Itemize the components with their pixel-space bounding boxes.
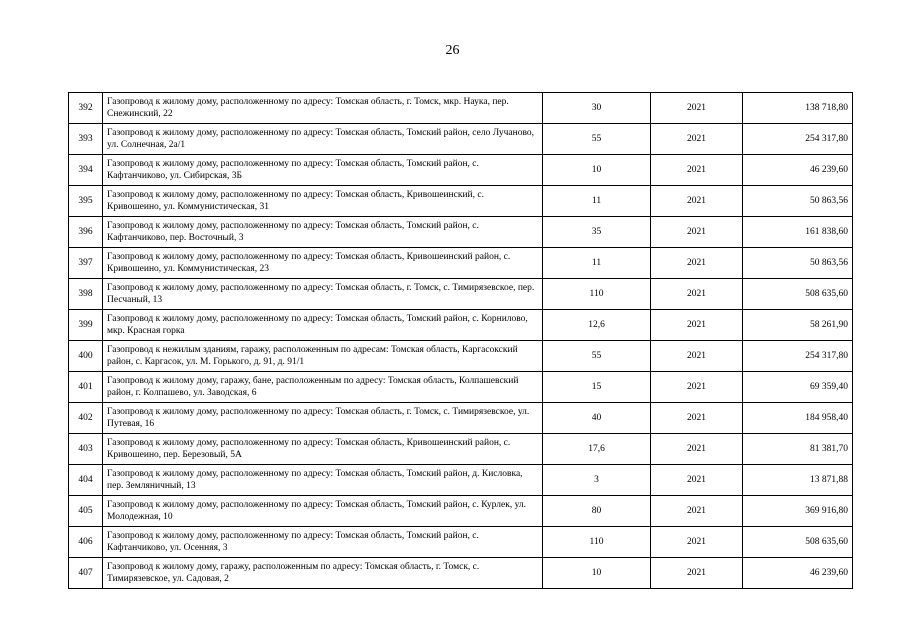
row-number-cell: 399 bbox=[69, 310, 103, 341]
object-name-cell: Газопровод к жилому дому, расположенному по адресу: Томская область, Томский район, д. Кисловка, пер. Земляничный, 13 bbox=[103, 465, 543, 496]
row-number-cell: 394 bbox=[69, 155, 103, 186]
table-row bbox=[69, 465, 853, 496]
table-row bbox=[69, 124, 853, 155]
table-row bbox=[69, 217, 853, 248]
cost-cell: 138 718,80 bbox=[743, 93, 853, 124]
row-number-cell: 401 bbox=[69, 372, 103, 403]
object-name-cell: Газопровод к жилому дому, расположенному по адресу: Томская область, г. Томск, с. Тимирязевское, ул. Путевая, 16 bbox=[103, 403, 543, 434]
table-row bbox=[69, 310, 853, 341]
cost-cell: 81 381,70 bbox=[743, 434, 853, 465]
length-cell: 55 bbox=[543, 124, 651, 155]
row-number-cell: 407 bbox=[69, 558, 103, 589]
table-row bbox=[69, 248, 853, 279]
cost-cell: 254 317,80 bbox=[743, 124, 853, 155]
object-name-cell: Газопровод к жилому дому, гаражу, расположенным по адресу: Томская область, г. Томск, с. Тимирязевское, ул. Садовая, 2 bbox=[103, 558, 543, 589]
table-row bbox=[69, 372, 853, 403]
row-number-cell: 397 bbox=[69, 248, 103, 279]
year-cell: 2021 bbox=[651, 527, 743, 558]
table-row bbox=[69, 558, 853, 589]
length-cell: 11 bbox=[543, 186, 651, 217]
year-cell: 2021 bbox=[651, 217, 743, 248]
table-row bbox=[69, 279, 853, 310]
table-row bbox=[69, 186, 853, 217]
cost-cell: 58 261,90 bbox=[743, 310, 853, 341]
length-cell: 10 bbox=[543, 155, 651, 186]
object-name-cell: Газопровод к нежилым зданиям, гаражу, расположенным по адресам: Томская область, Каргасокский район, с. Каргасок, ул. М. Горького, д. 91, д. 91/1 bbox=[103, 341, 543, 372]
cost-cell: 184 958,40 bbox=[743, 403, 853, 434]
object-name-cell: Газопровод к жилому дому, расположенному по адресу: Томская область, г. Томск, с. Тимирязевское, пер. Песчаный, 13 bbox=[103, 279, 543, 310]
table-row bbox=[69, 93, 853, 124]
cost-cell: 50 863,56 bbox=[743, 248, 853, 279]
row-number-cell: 392 bbox=[69, 93, 103, 124]
object-name-cell: Газопровод к жилому дому, расположенному по адресу: Томская область, Кривошеинский район, с. Кривошеино, пер. Березовый, 5А bbox=[103, 434, 543, 465]
cost-cell: 369 916,80 bbox=[743, 496, 853, 527]
year-cell: 2021 bbox=[651, 93, 743, 124]
object-name-cell: Газопровод к жилому дому, расположенному по адресу: Томская область, г. Томск, мкр. Наука, пер. Снежинский, 22 bbox=[103, 93, 543, 124]
year-cell: 2021 bbox=[651, 124, 743, 155]
cost-cell: 161 838,60 bbox=[743, 217, 853, 248]
length-cell: 80 bbox=[543, 496, 651, 527]
row-number-cell: 395 bbox=[69, 186, 103, 217]
length-cell: 110 bbox=[543, 527, 651, 558]
page-number: 26 bbox=[445, 43, 460, 58]
object-name-cell: Газопровод к жилому дому, расположенному по адресу: Томская область, Томский район, с. Кафтанчиково, ул. Осенняя, 3 bbox=[103, 527, 543, 558]
row-number-cell: 405 bbox=[69, 496, 103, 527]
row-number-cell: 396 bbox=[69, 217, 103, 248]
table-body bbox=[69, 93, 853, 589]
year-cell: 2021 bbox=[651, 248, 743, 279]
cost-cell: 508 635,60 bbox=[743, 279, 853, 310]
length-cell: 10 bbox=[543, 558, 651, 589]
year-cell: 2021 bbox=[651, 465, 743, 496]
object-name-cell: Газопровод к жилому дому, расположенному по адресу: Томская область, Томский район, с. Корнилово, мкр. Красная горка bbox=[103, 310, 543, 341]
gas-pipeline-table bbox=[68, 92, 853, 589]
length-cell: 12,6 bbox=[543, 310, 651, 341]
year-cell: 2021 bbox=[651, 558, 743, 589]
length-cell: 3 bbox=[543, 465, 651, 496]
year-cell: 2021 bbox=[651, 341, 743, 372]
cost-cell: 46 239,60 bbox=[743, 558, 853, 589]
object-name-cell: Газопровод к жилому дому, расположенному по адресу: Томская область, Томский район, с. Курлек, ул. Молодежная, 10 bbox=[103, 496, 543, 527]
object-name-cell: Газопровод к жилому дому, расположенному по адресу: Томская область, Томский район, с. Кафтанчиково, пер. Восточный, 3 bbox=[103, 217, 543, 248]
row-number-cell: 406 bbox=[69, 527, 103, 558]
cost-cell: 13 871,88 bbox=[743, 465, 853, 496]
year-cell: 2021 bbox=[651, 279, 743, 310]
row-number-cell: 402 bbox=[69, 403, 103, 434]
table-row bbox=[69, 527, 853, 558]
object-name-cell: Газопровод к жилому дому, расположенному по адресу: Томская область, Томский район, с. Кафтанчиково, ул. Сибирская, 3Б bbox=[103, 155, 543, 186]
length-cell: 17,6 bbox=[543, 434, 651, 465]
table-row bbox=[69, 496, 853, 527]
object-name-cell: Газопровод к жилому дому, гаражу, бане, расположенным по адресу: Томская область, Колпашевский район, г. Колпашево, ул. Заводская, 6 bbox=[103, 372, 543, 403]
cost-cell: 254 317,80 bbox=[743, 341, 853, 372]
length-cell: 11 bbox=[543, 248, 651, 279]
year-cell: 2021 bbox=[651, 403, 743, 434]
table-row bbox=[69, 403, 853, 434]
row-number-cell: 400 bbox=[69, 341, 103, 372]
length-cell: 110 bbox=[543, 279, 651, 310]
object-name-cell: Газопровод к жилому дому, расположенному по адресу: Томская область, Кривошеинский, с. Кривошеино, ул. Коммунистическая, 31 bbox=[103, 186, 543, 217]
year-cell: 2021 bbox=[651, 496, 743, 527]
table-row bbox=[69, 434, 853, 465]
cost-cell: 50 863,56 bbox=[743, 186, 853, 217]
length-cell: 35 bbox=[543, 217, 651, 248]
row-number-cell: 403 bbox=[69, 434, 103, 465]
row-number-cell: 404 bbox=[69, 465, 103, 496]
object-name-cell: Газопровод к жилому дому, расположенному по адресу: Томская область, Кривошеинский район, с. Кривошеино, ул. Коммунистическая, 23 bbox=[103, 248, 543, 279]
year-cell: 2021 bbox=[651, 372, 743, 403]
year-cell: 2021 bbox=[651, 310, 743, 341]
year-cell: 2021 bbox=[651, 434, 743, 465]
year-cell: 2021 bbox=[651, 155, 743, 186]
cost-cell: 508 635,60 bbox=[743, 527, 853, 558]
length-cell: 15 bbox=[543, 372, 651, 403]
row-number-cell: 393 bbox=[69, 124, 103, 155]
object-name-cell: Газопровод к жилому дому, расположенному по адресу: Томская область, Томский район, село Лучаново, ул. Солнечная, 2а/1 bbox=[103, 124, 543, 155]
year-cell: 2021 bbox=[651, 186, 743, 217]
cost-cell: 46 239,60 bbox=[743, 155, 853, 186]
row-number-cell: 398 bbox=[69, 279, 103, 310]
length-cell: 30 bbox=[543, 93, 651, 124]
cost-cell: 69 359,40 bbox=[743, 372, 853, 403]
table-row bbox=[69, 341, 853, 372]
table-row bbox=[69, 155, 853, 186]
length-cell: 55 bbox=[543, 341, 651, 372]
length-cell: 40 bbox=[543, 403, 651, 434]
